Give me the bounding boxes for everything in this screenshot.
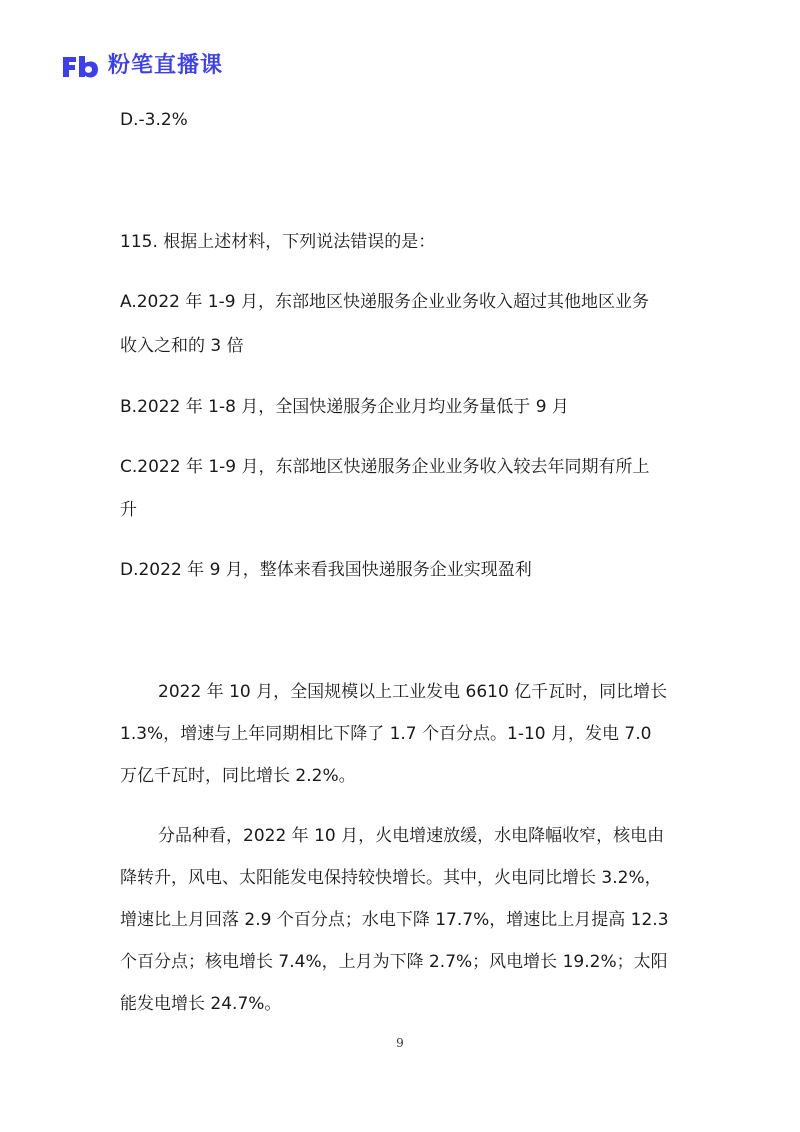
brand-name: 粉笔直播课 [108,53,224,78]
previous-option-d: D.-3.2% [120,110,188,130]
fenbi-logo-icon [60,53,100,79]
option-a-line-1: A.2022 年 1-9 月，东部地区快递服务企业业务收入超过其他地区业务 [120,292,649,312]
option-c-line-2: 升 [120,500,137,520]
paragraph2-line-4: 个百分点；核电增长 7.4%，上月为下降 2.7%；风电增长 19.2%；太阳 [120,952,668,972]
paragraph2-line-1: 分品种看，2022 年 10 月，火电增速放缓，水电降幅收窄，核电由 [158,826,665,846]
header [60,50,223,82]
page-number: 9 [396,1036,404,1050]
option-b-line-1: B.2022 年 1-8 月，全国快递服务企业月均业务量低于 9 月 [120,397,569,417]
paragraph1-line-1: 2022 年 10 月，全国规模以上工业发电 6610 亿千瓦时，同比增长 [158,682,668,702]
paragraph1-line-2: 1.3%，增速与上年同期相比下降了 1.7 个百分点。1-10 月，发电 7.0 [120,724,652,744]
paragraph2-line-5: 能发电增长 24.7%。 [120,994,282,1014]
option-a-line-2: 收入之和的 3 倍 [120,336,244,356]
paragraph2-line-3: 增速比上月回落 2.9 个百分点；水电下降 17.7%，增速比上月提高 12.3 [120,910,669,930]
option-c-line-1: C.2022 年 1-9 月，东部地区快递服务企业业务收入较去年同期有所上 [120,457,650,477]
option-d-line-1: D.2022 年 9 月，整体来看我国快递服务企业实现盈利 [120,560,532,580]
paragraph2-line-2: 降转升，风电、太阳能发电保持较快增长。其中，火电同比增长 3.2%， [120,868,662,888]
question-stem: 115. 根据上述材料，下列说法错误的是： [120,232,436,252]
paragraph1-line-3: 万亿千瓦时，同比增长 2.2%。 [120,766,356,786]
